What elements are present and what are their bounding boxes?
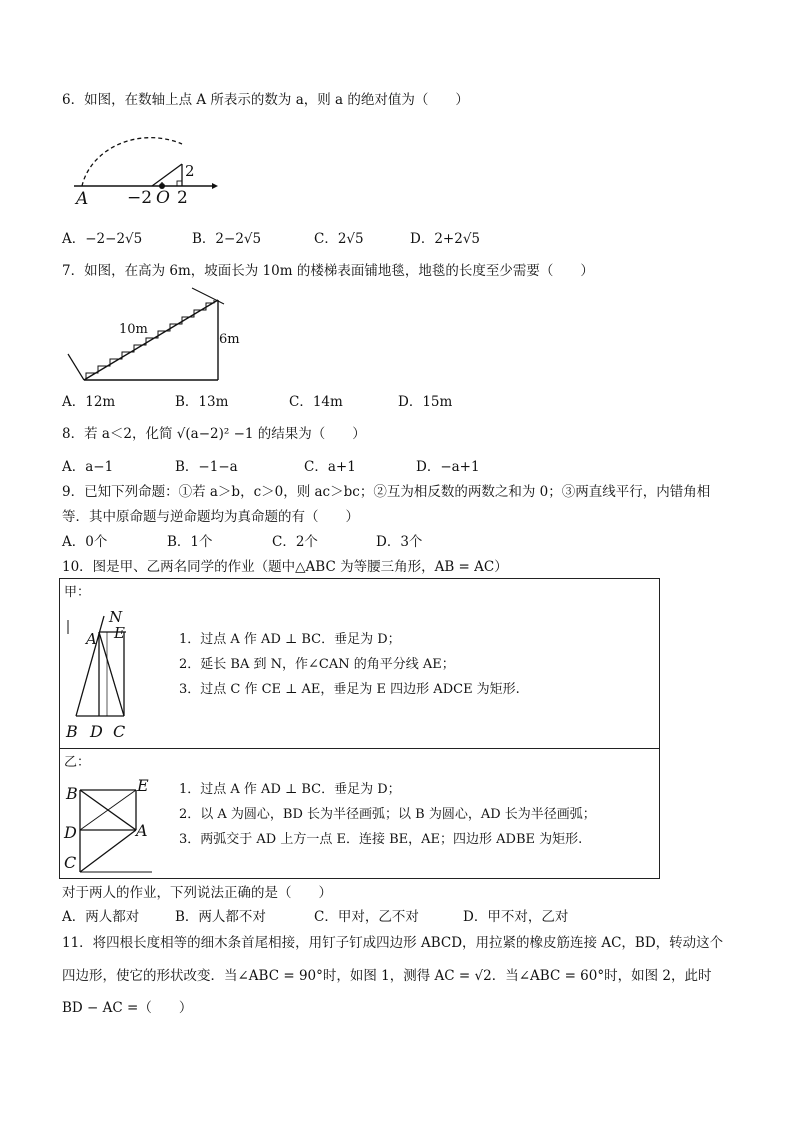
- q7-stem: 7．如图，在高为 6m，坡面长为 10m 的楼梯表面铺地毯，地毯的长度至少需要（ ）: [62, 263, 594, 279]
- q9-option-d[interactable]: D．3个: [376, 534, 423, 550]
- q6-option-b[interactable]: B．2−2√5: [192, 231, 262, 247]
- q10-yi-label-A: A: [136, 821, 148, 840]
- q10-yi-label-E: E: [137, 776, 149, 795]
- q11-line3: BD − AC =（ ）: [62, 1000, 193, 1016]
- q8-option-b[interactable]: B．−1−a: [175, 459, 238, 475]
- q10-yi-step-2: 2．以 A 为圆心，BD 长为半径画弧；以 B 为圆心，AD 长为半径画弧；: [179, 807, 596, 822]
- q8-option-d[interactable]: D．−a+1: [416, 459, 480, 475]
- q7-label-slope: 10m: [119, 322, 148, 337]
- q6-label-height: 2: [185, 162, 195, 180]
- q10-jia-title: 甲：: [64, 585, 91, 600]
- q10-yi-label-B: B: [66, 784, 78, 803]
- q10-question: 对于两人的作业，下列说法正确的是（ ）: [62, 885, 332, 901]
- q10-option-a[interactable]: A．两人都对: [62, 909, 140, 925]
- q10-yi-title: 乙：: [64, 755, 91, 770]
- q8-option-a[interactable]: A．a−1: [62, 459, 114, 475]
- q10-jia-figure: [66, 612, 146, 722]
- q10-stem: 10．图是甲、乙两名同学的作业（题中△ABC 为等腰三角形，AB = AC）: [62, 559, 508, 575]
- q9-option-b[interactable]: B．1个: [167, 534, 213, 550]
- q10-jia-label-C: C: [113, 722, 126, 741]
- q6-label-2: 2: [177, 188, 188, 208]
- q8-stem: 8．若 a＜2，化简 √(a−2)² −1 的结果为（ ）: [62, 426, 366, 442]
- q10-box-divider: [60, 748, 659, 749]
- q10-yi-step-3: 3．两弧交于 AD 上方一点 E．连接 BE，AE；四边形 ADBE 为矩形.: [179, 832, 583, 847]
- q9-stem-line1: 9．已知下列命题：①若 a＞b，c＞0，则 ac＞bc；②互为相反数的两数之和为 0；③两直线平行，内错角相: [62, 484, 711, 500]
- q7-option-a[interactable]: A．12m: [62, 394, 116, 410]
- q10-option-d[interactable]: D．甲不对，乙对: [463, 909, 569, 925]
- q9-option-a[interactable]: A．0个: [62, 534, 108, 550]
- q7-option-d[interactable]: D．15m: [398, 394, 453, 410]
- q6-label-O: O: [156, 188, 170, 208]
- q7-label-height: 6m: [219, 332, 240, 347]
- q6-option-a[interactable]: A．−2−2√5: [62, 231, 143, 247]
- q10-jia-step-1: 1．过点 A 作 AD ⊥ BC．垂足为 D；: [179, 632, 401, 647]
- q6-stem: 6．如图，在数轴上点 A 所表示的数为 a，则 a 的绝对值为（ ）: [62, 92, 469, 108]
- q10-jia-label-N: N: [109, 608, 123, 626]
- q10-jia-label-E: E: [114, 624, 125, 642]
- q7-option-c[interactable]: C．14m: [289, 394, 343, 410]
- q9-option-c[interactable]: C．2个: [272, 534, 318, 550]
- q10-jia-label-B: B: [66, 722, 78, 741]
- q10-option-b[interactable]: B．两人都不对: [175, 909, 266, 925]
- q9-stem-line2: 等．其中原命题与逆命题均为真命题的有（ ）: [62, 509, 359, 525]
- q7-option-b[interactable]: B．13m: [175, 394, 229, 410]
- q6-label-minus2: −2: [127, 188, 153, 208]
- q6-option-c[interactable]: C．2√5: [314, 231, 364, 247]
- q8-option-c[interactable]: C．a+1: [304, 459, 356, 475]
- q10-jia-step-2: 2．延长 BA 到 N，作∠CAN 的角平分线 AE；: [179, 657, 455, 672]
- q10-jia-step-3: 3．过点 C 作 CE ⊥ AE，垂足为 E 四边形 ADCE 为矩形.: [179, 682, 520, 697]
- q10-yi-label-C: C: [64, 853, 77, 872]
- q11-line2: 四边形，使它的形状改变．当∠ABC = 90°时，如图 1，测得 AC = √2．当∠ABC = 60°时，如图 2，此时: [62, 968, 712, 984]
- q11-line1: 11．将四根长度相等的细木条首尾相接，用钉子钉成四边形 ABCD，用拉紧的橡皮筋连接 AC，BD，转动这个: [62, 935, 724, 951]
- q10-yi-label-D: D: [64, 823, 77, 842]
- q6-label-A: A: [76, 189, 89, 209]
- q10-jia-label-D: D: [90, 722, 103, 741]
- q7-stairs-figure: [64, 284, 234, 384]
- q10-jia-label-A: A: [86, 630, 97, 648]
- q10-option-c[interactable]: C．甲对，乙不对: [314, 909, 419, 925]
- q6-option-d[interactable]: D．2+2√5: [410, 231, 481, 247]
- q10-yi-step-1: 1．过点 A 作 AD ⊥ BC．垂足为 D；: [179, 782, 401, 797]
